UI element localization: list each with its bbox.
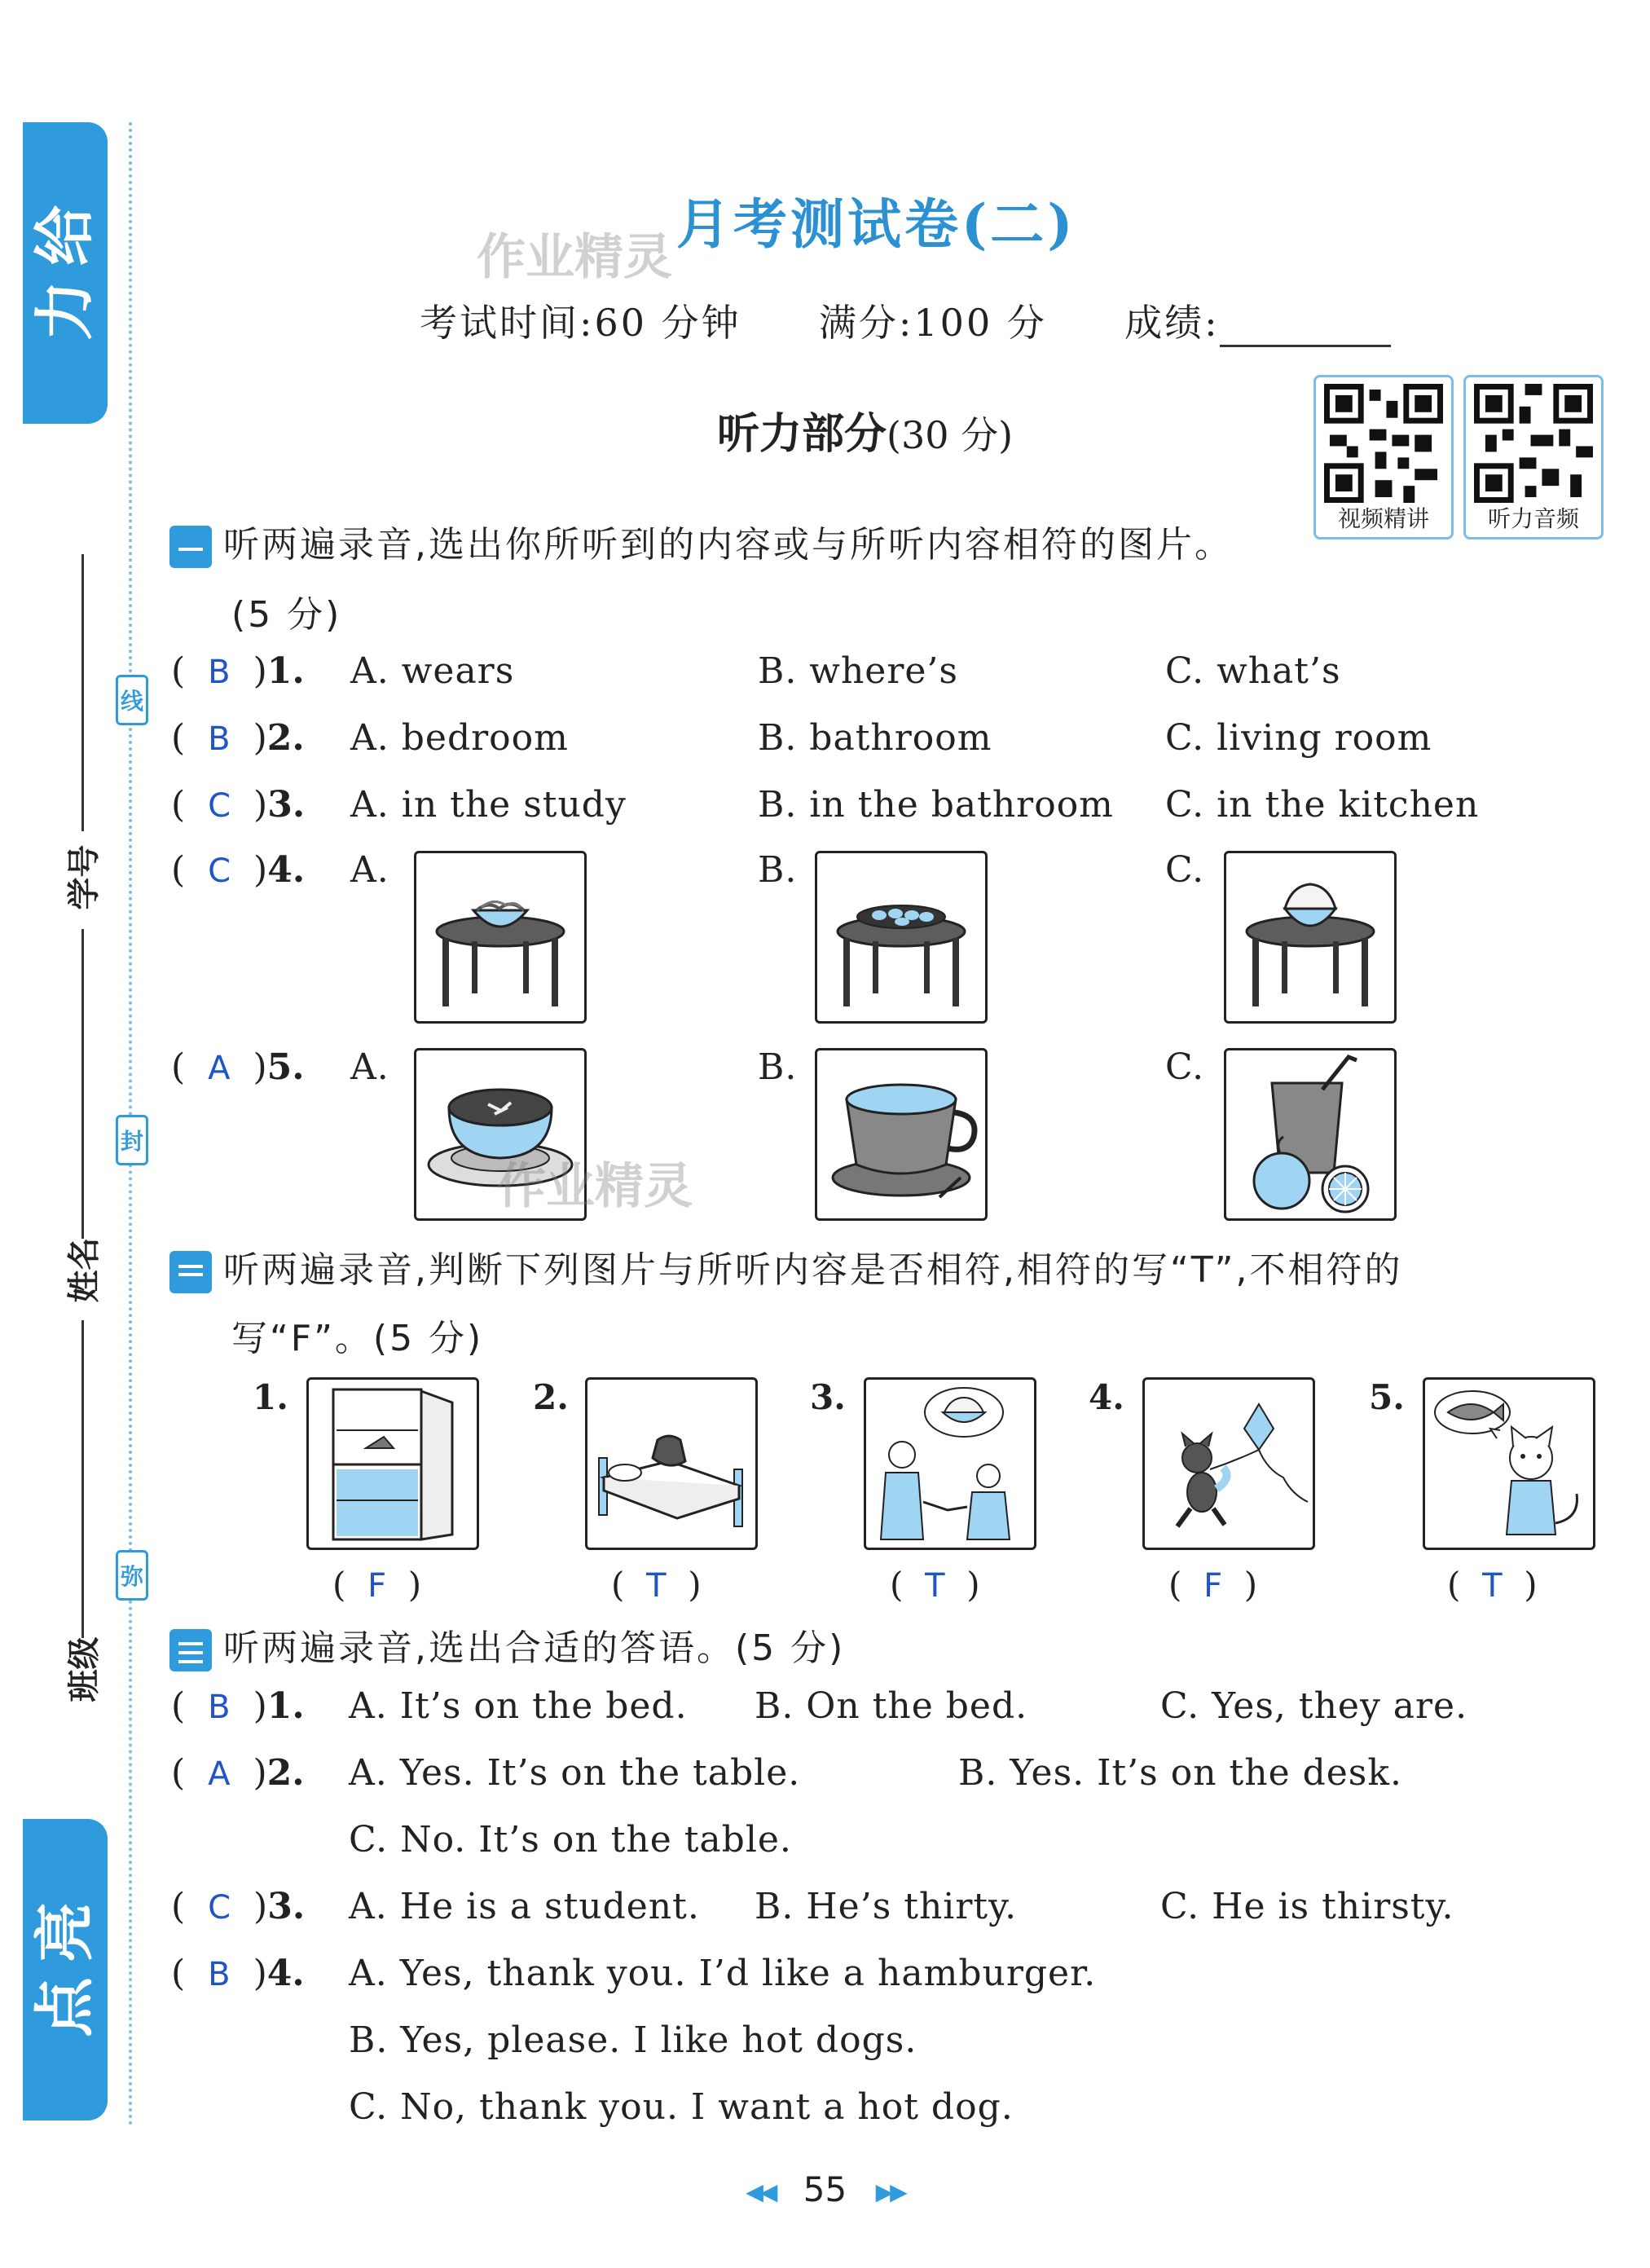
side-tab-top xyxy=(23,122,108,424)
rice-table-icon xyxy=(1226,853,1394,1021)
tf-answer[interactable]: ( T ) xyxy=(1447,1565,1538,1605)
answer-paren[interactable]: ( A )5. xyxy=(171,1046,305,1088)
option-c: C. in the kitchen xyxy=(1165,784,1480,826)
option-a: A. Yes. It’s on the table. xyxy=(349,1752,801,1794)
exam-time: 考试时间:60 分钟 xyxy=(420,301,741,345)
section2-instruction-cont: 写“F”。(5 分) xyxy=(231,1318,484,1359)
option-c: C. No. It’s on the table. xyxy=(349,1819,792,1861)
full-score: 满分:100 分 xyxy=(818,301,1047,345)
option-c: C. xyxy=(1165,849,1205,891)
answer-paren[interactable]: ( C )3. xyxy=(171,784,306,826)
section1-points: (5 分) xyxy=(231,594,342,636)
next-arrow-icon[interactable]: ▶▶ xyxy=(875,2178,904,2205)
xingming-line xyxy=(81,929,84,1239)
answer-value: T xyxy=(646,1567,667,1605)
question-number: 2. xyxy=(266,1752,305,1794)
picture-bag-on-bed[interactable] xyxy=(585,1377,758,1550)
section3-header xyxy=(169,1618,845,1671)
option-a: A. It’s on the bed. xyxy=(349,1685,688,1727)
answer-value: T xyxy=(1482,1567,1503,1605)
question-number: 5. xyxy=(266,1046,305,1088)
answer-value: C xyxy=(208,787,231,825)
tf-number: 4. xyxy=(1089,1377,1124,1417)
tf-answer[interactable]: ( T ) xyxy=(611,1565,702,1605)
question-number: 1. xyxy=(266,650,305,692)
tf-answer[interactable]: ( T ) xyxy=(890,1565,980,1605)
tf-number: 5. xyxy=(1369,1377,1405,1417)
watermark: 作业精灵 xyxy=(477,229,672,286)
qr-label: 听力音频 xyxy=(1487,505,1579,532)
watermark: 作业精灵 xyxy=(497,1158,693,1215)
part-title xyxy=(717,399,1013,460)
cat-kite-icon xyxy=(1145,1380,1313,1548)
section1-instruction: 听两遍录音,选出你所听到的内容或与所听内容相符的图片。 xyxy=(223,524,1233,566)
option-b: B. Yes. It’s on the desk. xyxy=(958,1752,1403,1794)
tf-number: 3. xyxy=(810,1377,846,1417)
section2-instruction: 听两遍录音,判断下列图片与所听内容是否相符,相符的写“T”,不相符的 xyxy=(223,1249,1403,1291)
section2-header xyxy=(169,1240,1402,1293)
qr-audio[interactable] xyxy=(1463,375,1604,539)
answer-value: C xyxy=(208,1889,231,1927)
banji-line xyxy=(81,1320,84,1638)
option-c: C. He is thirsty. xyxy=(1160,1886,1454,1927)
banji-label: 班级 xyxy=(65,1636,103,1702)
option-b: B. where’s xyxy=(758,650,958,692)
answer-paren[interactable]: ( B )1. xyxy=(171,1685,305,1727)
answer-value: F xyxy=(367,1567,387,1605)
tf-number: 2. xyxy=(533,1377,569,1417)
section3-instruction: 听两遍录音,选出合适的答语。(5 分) xyxy=(223,1627,846,1669)
option-c: C. Yes, they are. xyxy=(1160,1685,1468,1727)
option-b: B. Yes, please. I like hot dogs. xyxy=(349,2019,917,2061)
answer-paren[interactable]: ( B )1. xyxy=(171,650,305,692)
tf-answer[interactable]: ( F ) xyxy=(332,1565,422,1605)
score-label: 成绩: xyxy=(1124,301,1220,345)
question-number: 4. xyxy=(267,849,306,891)
picture-cat-kite[interactable] xyxy=(1142,1377,1315,1550)
answer-paren[interactable]: ( B )4. xyxy=(171,1953,305,1994)
fridge-icon xyxy=(309,1380,477,1548)
option-b: B. xyxy=(758,1046,798,1088)
seal-feng: 封 xyxy=(116,1115,148,1165)
answer-value: F xyxy=(1203,1567,1223,1605)
section-number-badge xyxy=(169,1251,212,1293)
cat-fish-icon xyxy=(1425,1380,1593,1548)
section1-header xyxy=(169,515,1233,568)
page-footer xyxy=(0,2169,1650,2209)
option-a: A. in the study xyxy=(350,784,627,826)
bed-icon xyxy=(587,1380,755,1548)
option-b: B. in the bathroom xyxy=(758,784,1114,826)
picture-rice-on-table[interactable] xyxy=(1224,851,1397,1024)
answer-value: B xyxy=(208,1956,231,1993)
option-c: C. living room xyxy=(1165,717,1432,759)
exam-info xyxy=(420,293,1391,347)
question-number: 3. xyxy=(267,1886,306,1927)
section-number-badge xyxy=(169,1629,212,1671)
option-b: B. xyxy=(758,849,798,891)
picture-people-rice[interactable] xyxy=(864,1377,1036,1550)
people-rice-icon xyxy=(866,1380,1034,1548)
picture-fridge[interactable] xyxy=(306,1377,479,1550)
option-a: A. He is a student. xyxy=(349,1886,700,1927)
answer-paren[interactable]: ( B )2. xyxy=(171,717,305,759)
answer-paren[interactable]: ( C )4. xyxy=(171,849,306,891)
score-blank[interactable] xyxy=(1220,312,1391,347)
answer-value: T xyxy=(925,1567,945,1605)
page-title: 月考测试卷(二) xyxy=(676,192,1076,256)
dumplings-table-icon xyxy=(817,853,985,1021)
answer-paren[interactable]: ( A )2. xyxy=(171,1752,305,1794)
question-number: 2. xyxy=(266,717,305,759)
picture-coffee-cup[interactable] xyxy=(815,1048,988,1221)
seal-xian: 线 xyxy=(116,675,148,725)
tf-answer[interactable]: ( F ) xyxy=(1168,1565,1258,1605)
answer-value: C xyxy=(208,852,231,890)
xuehao-line xyxy=(81,554,84,831)
option-a: A. wears xyxy=(350,650,515,692)
option-b: B. bathroom xyxy=(758,717,992,759)
part-points: (30 分) xyxy=(887,413,1014,457)
tf-number: 1. xyxy=(253,1377,288,1417)
noodles-table-icon xyxy=(416,853,584,1021)
section-number-badge xyxy=(169,526,212,568)
side-tab-char: 力 xyxy=(30,280,100,341)
qr-code-icon xyxy=(1474,384,1593,503)
question-number: 3. xyxy=(267,784,306,826)
answer-value: B xyxy=(208,1689,231,1726)
part-title-text: 听力部分 xyxy=(717,409,887,459)
answer-value: A xyxy=(208,1755,231,1793)
option-a: A. Yes, thank you. I’d like a hamburger. xyxy=(349,1953,1097,1994)
option-c: C. No, thank you. I want a hot dog. xyxy=(349,2086,1014,2128)
side-tab-char: 给 xyxy=(30,205,100,266)
coffee-cup-icon xyxy=(817,1050,985,1218)
page-number: 55 xyxy=(803,2169,847,2209)
juice-fruit-icon xyxy=(1226,1050,1394,1218)
picture-juice-and-fruit[interactable] xyxy=(1224,1048,1397,1221)
answer-value: B xyxy=(208,654,231,691)
question-number: 4. xyxy=(266,1953,305,1994)
option-c: C. xyxy=(1165,1046,1205,1088)
qr-code-icon xyxy=(1324,384,1443,503)
option-b: B. He’s thirty. xyxy=(755,1886,1018,1927)
prev-arrow-icon[interactable]: ◀◀ xyxy=(746,2178,775,2205)
picture-noodles-on-table[interactable] xyxy=(414,851,587,1024)
xingming-label: 姓名 xyxy=(65,1237,103,1303)
xuehao-label: 学号 xyxy=(65,844,103,910)
seal-mi: 弥 xyxy=(116,1550,148,1601)
option-c: C. what’s xyxy=(1165,650,1341,692)
option-a: A. bedroom xyxy=(350,717,569,759)
qr-video[interactable] xyxy=(1313,375,1454,539)
answer-value: A xyxy=(208,1050,231,1087)
picture-cat-fish[interactable] xyxy=(1423,1377,1595,1550)
option-b: B. On the bed. xyxy=(755,1685,1028,1727)
side-tab-char: 亮 xyxy=(30,1902,100,1962)
side-tab-bottom xyxy=(23,1819,108,2120)
option-a: A. xyxy=(350,1046,389,1088)
question-number: 1. xyxy=(266,1685,305,1727)
answer-value: B xyxy=(208,720,231,758)
picture-dumplings-on-table[interactable] xyxy=(815,851,988,1024)
qr-label: 视频精讲 xyxy=(1337,505,1429,532)
answer-paren[interactable]: ( C )3. xyxy=(171,1886,306,1927)
option-a: A. xyxy=(350,849,389,891)
side-tab-char: 点 xyxy=(30,1977,100,2037)
